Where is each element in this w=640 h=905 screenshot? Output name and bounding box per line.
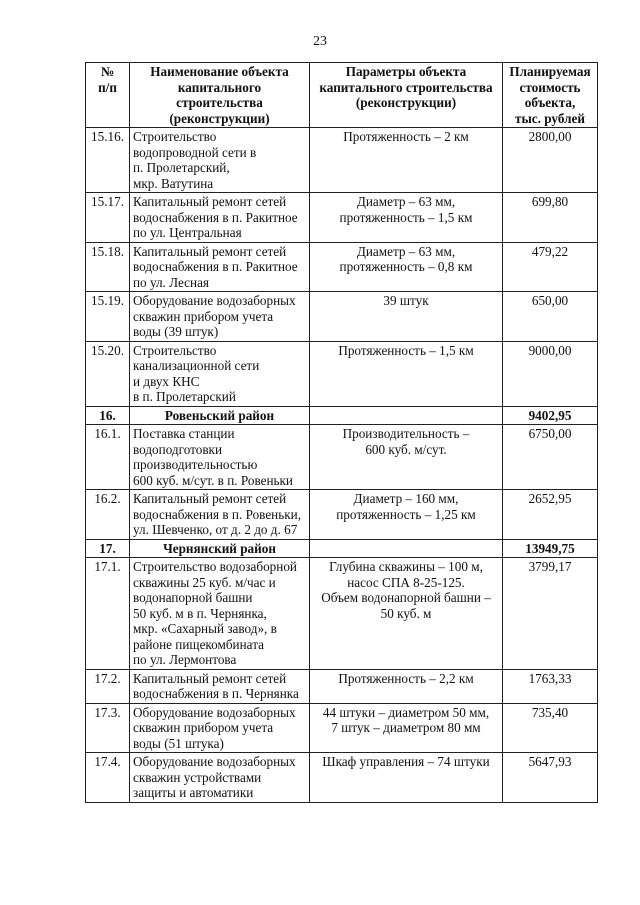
object-name (130, 490, 310, 540)
object-parameters (310, 193, 503, 243)
object-parameters (310, 669, 503, 703)
header-num: № п/п (86, 63, 130, 128)
object-name (130, 425, 310, 490)
object-parameters (310, 753, 503, 803)
page-number: 23 (313, 34, 327, 49)
object-name (130, 753, 310, 803)
cell-line: водоснабжения в п. Чернянка (133, 686, 299, 701)
object-name (130, 193, 310, 243)
planned-cost: 479,22 (503, 242, 598, 292)
planned-cost: 2800,00 (503, 128, 598, 193)
row-number: 15.16. (86, 128, 130, 193)
planned-cost: 1763,33 (503, 669, 598, 703)
cell-line: Капитальный ремонт сетей (133, 670, 287, 686)
row-number: 16. (86, 406, 130, 425)
cell-line: скважин устройствами (133, 769, 262, 785)
cell-line: 44 штуки – диаметром 50 мм, (322, 704, 490, 720)
cell-line: 39 штук (383, 293, 429, 308)
cell-line: по ул. Лермонтова (133, 652, 237, 667)
cell-line: Поставка станции (133, 426, 235, 441)
cell-line: Диаметр – 63 мм, (356, 243, 456, 259)
cell-line: Объем водонапорной башни – (321, 590, 491, 605)
cell-line: Ровеньский район (164, 407, 275, 423)
header-name: Наименование объекта капитального строительства (реконструкции) (130, 63, 310, 128)
district-row (86, 406, 598, 425)
capital-construction-table (85, 62, 598, 803)
cell-line: протяженность – 0,8 км (339, 259, 473, 274)
table-row (86, 341, 598, 406)
planned-cost: 6750,00 (503, 425, 598, 490)
cell-line: Строительство (133, 342, 217, 358)
cell-line: ул. Шевченко, от д. 2 до д. 67 (133, 522, 298, 537)
object-parameters (310, 425, 503, 490)
cell-line: производительностью (133, 457, 258, 472)
cell-line: водопроводной сети в (133, 144, 257, 160)
object-parameters (310, 128, 503, 193)
cell-line: Шкаф управления – 74 штуки (322, 754, 490, 769)
cell-line: воды (39 штук) (133, 324, 219, 339)
cell-line: Капитальный ремонт сетей (133, 194, 287, 209)
object-parameters (310, 539, 503, 558)
cell-line: водоснабжения в п. Ровеньки, (133, 506, 302, 522)
table-row (86, 490, 598, 540)
row-number: 16.2. (86, 490, 130, 540)
object-name (130, 242, 310, 292)
row-number: 15.17. (86, 193, 130, 243)
cell-line: Капитальный ремонт сетей (133, 243, 287, 259)
table-row (86, 193, 598, 243)
table-row (86, 669, 598, 703)
cell-line: воды (51 штука) (133, 735, 224, 751)
cell-line: п. Пролетарский, (133, 160, 230, 175)
cell-line: Строительство (133, 129, 217, 144)
object-name (130, 341, 310, 406)
cell-line: Глубина скважины – 100 м, (329, 559, 483, 574)
table-row (86, 425, 598, 490)
cell-line: по ул. Лесная (133, 274, 210, 290)
cell-line: Диаметр – 63 мм, (356, 194, 456, 209)
header-params: Параметры объекта капитального строительства (реконструкции) (310, 63, 503, 128)
cell-line: Оборудование водозаборных (133, 293, 296, 308)
district-row (86, 539, 598, 558)
table-header-row (86, 63, 598, 128)
cell-line: канализационной сети (133, 358, 260, 373)
cell-line: мкр. «Сахарный завод», в (133, 621, 277, 636)
object-parameters (310, 292, 503, 342)
cell-line: водоподготовки (133, 441, 223, 457)
row-number: 16.1. (86, 425, 130, 490)
table-body (86, 128, 598, 803)
object-parameters (310, 558, 503, 670)
cell-line: насос СПА 8-25-125. (347, 574, 465, 590)
row-number: 15.20. (86, 341, 130, 406)
cell-line: 7 штук – диаметром 80 мм (331, 720, 481, 735)
object-name (130, 539, 310, 558)
cell-line: 50 куб. м в п. Чернянка, (133, 605, 267, 621)
object-name (130, 128, 310, 193)
row-number: 17. (86, 539, 130, 558)
cell-line: Протяженность – 2,2 км (338, 670, 474, 686)
cell-line: по ул. Центральная (133, 225, 242, 240)
cell-line: мкр. Ватутина (133, 175, 214, 191)
object-name (130, 558, 310, 670)
cell-line: в п. Пролетарский (133, 389, 236, 404)
planned-cost: 699,80 (503, 193, 598, 243)
cell-line: Диаметр – 160 мм, (353, 491, 459, 506)
planned-cost: 9000,00 (503, 341, 598, 406)
cell-line: Протяженность – 2 км (343, 129, 469, 144)
planned-cost: 5647,93 (503, 753, 598, 803)
object-name (130, 703, 310, 753)
object-name (130, 292, 310, 342)
cell-line: Строительство водозаборной (133, 559, 297, 574)
cell-line: Оборудование водозаборных (133, 704, 296, 720)
cell-line: Оборудование водозаборных (133, 754, 296, 769)
row-number: 17.2. (86, 669, 130, 703)
cell-line: Капитальный ремонт сетей (133, 491, 287, 506)
row-number: 17.1. (86, 558, 130, 670)
table-row (86, 753, 598, 803)
planned-cost: 735,40 (503, 703, 598, 753)
table-row (86, 292, 598, 342)
cell-line: водонапорной башни (133, 590, 253, 605)
cell-line: 50 куб. м (380, 605, 432, 621)
object-parameters (310, 341, 503, 406)
cell-line: районе пищекомбината (133, 636, 264, 652)
cell-line: Протяженность – 1,5 км (338, 342, 474, 358)
row-number: 17.4. (86, 753, 130, 803)
cell-line: защиты и автоматики (133, 785, 254, 800)
cell-line: 600 куб. м/сут. в п. Ровеньки (133, 472, 293, 488)
cell-line: 600 куб. м/сут. (365, 441, 447, 457)
object-name (130, 406, 310, 425)
object-parameters (310, 406, 503, 425)
object-parameters (310, 242, 503, 292)
cell-line: скважин прибором учета (133, 308, 274, 324)
cell-line: Производительность – (342, 426, 470, 441)
object-parameters (310, 703, 503, 753)
object-parameters (310, 490, 503, 540)
cell-line: протяженность – 1,5 км (339, 209, 473, 225)
cell-line: водоснабжения в п. Ракитное (133, 209, 298, 225)
cell-line: скважины 25 куб. м/час и (133, 574, 276, 590)
table-row (86, 242, 598, 292)
row-number: 15.18. (86, 242, 130, 292)
planned-cost: 13949,75 (503, 539, 598, 558)
planned-cost: 650,00 (503, 292, 598, 342)
planned-cost: 9402,95 (503, 406, 598, 425)
row-number: 15.19. (86, 292, 130, 342)
table-row (86, 558, 598, 670)
cell-line: протяженность – 1,25 км (336, 506, 476, 522)
row-number: 17.3. (86, 703, 130, 753)
cell-line: скважин прибором учета (133, 720, 274, 735)
planned-cost: 2652,95 (503, 490, 598, 540)
cell-line: Чернянский район (163, 540, 276, 556)
table-row (86, 703, 598, 753)
cell-line: и двух КНС (133, 373, 200, 389)
object-name (130, 669, 310, 703)
table-row (86, 128, 598, 193)
header-cost: Планируемая стоимость объекта, тыс. рублей (503, 63, 598, 128)
planned-cost: 3799,17 (503, 558, 598, 670)
cell-line: водоснабжения в п. Ракитное (133, 259, 298, 274)
